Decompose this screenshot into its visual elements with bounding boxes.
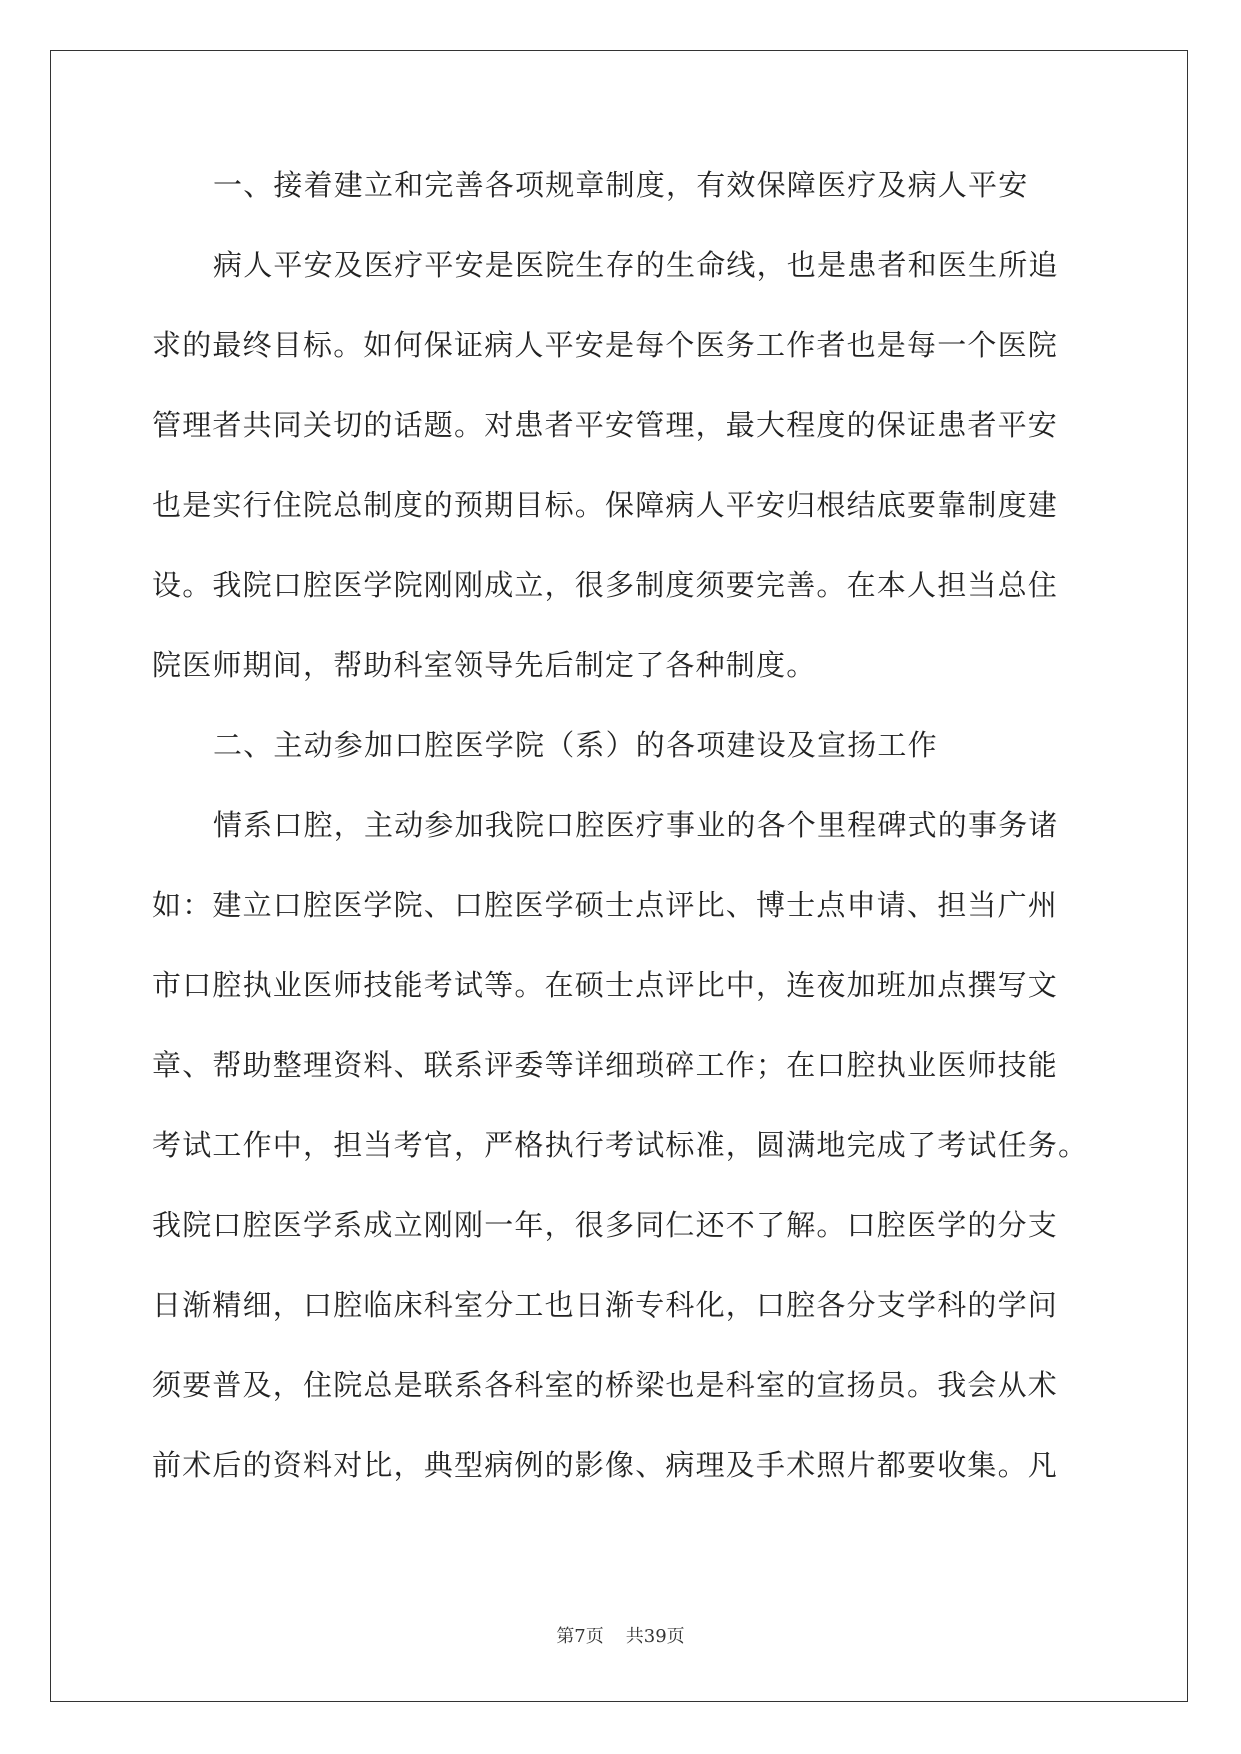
page-footer bbox=[0, 1622, 1241, 1648]
text-line: 病人平安及医疗平安是医院生存的生命线，也是患者和医生所追 bbox=[213, 248, 1059, 282]
text-line: 市口腔执业医师技能考试等。在硕士点评比中，连夜加班加点撰写文 bbox=[152, 968, 1059, 1002]
text-line: 求的最终目标。如何保证病人平安是每个医务工作者也是每一个医院 bbox=[152, 328, 1059, 362]
page-number: 第7页 bbox=[556, 1626, 604, 1647]
text-line: 章、帮助整理资料、联系评委等详细琐碎工作；在口腔执业医师技能 bbox=[152, 1048, 1059, 1082]
document-body bbox=[152, 160, 1092, 1520]
text-line: 如：建立口腔医学院、口腔医学硕士点评比、博士点申请、担当广州 bbox=[152, 888, 1059, 922]
text-line: 情系口腔，主动参加我院口腔医疗事业的各个里程碑式的事务诸 bbox=[213, 808, 1059, 842]
section-heading-2: 二、主动参加口腔医学院（系）的各项建设及宣扬工作 bbox=[213, 728, 938, 762]
text-line: 须要普及，住院总是联系各科室的桥梁也是科室的宣扬员。我会从术 bbox=[152, 1368, 1059, 1402]
text-line: 考试工作中，担当考官，严格执行考试标准，圆满地完成了考试任务。 bbox=[152, 1128, 1089, 1162]
section-heading-1: 一、接着建立和完善各项规章制度，有效保障医疗及病人平安 bbox=[213, 168, 1029, 202]
text-line: 院医师期间，帮助科室领导先后制定了各种制度。 bbox=[152, 648, 817, 682]
page-total: 共39页 bbox=[625, 1626, 685, 1647]
text-line: 日渐精细，口腔临床科室分工也日渐专科化，口腔各分支学科的学问 bbox=[152, 1288, 1059, 1322]
text-line: 我院口腔医学系成立刚刚一年，很多同仁还不了解。口腔医学的分支 bbox=[152, 1208, 1059, 1242]
text-line: 管理者共同关切的话题。对患者平安管理，最大程度的保证患者平安 bbox=[152, 408, 1059, 442]
text-line: 也是实行住院总制度的预期目标。保障病人平安归根结底要靠制度建 bbox=[152, 488, 1059, 522]
text-line: 前术后的资料对比，典型病例的影像、病理及手术照片都要收集。凡 bbox=[152, 1448, 1059, 1482]
text-line: 设。我院口腔医学院刚刚成立，很多制度须要完善。在本人担当总住 bbox=[152, 568, 1059, 602]
